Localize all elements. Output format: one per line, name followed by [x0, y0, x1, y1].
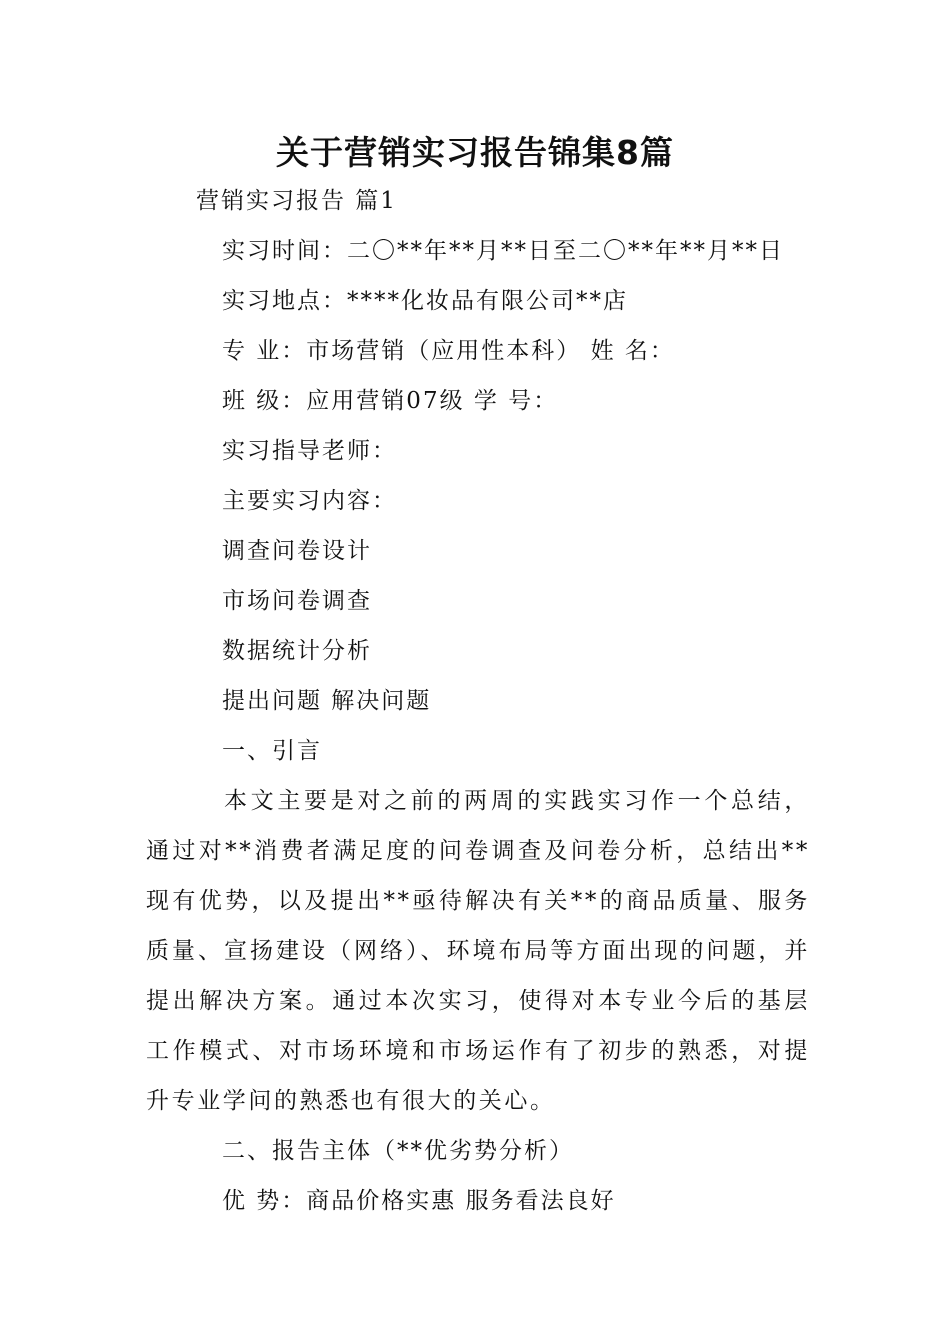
- main-content-heading: 主要实习内容：: [222, 488, 397, 514]
- content-item: 数据统计分析: [222, 638, 372, 664]
- internship-location: 实习地点：****化妆品有限公司**店: [222, 288, 628, 314]
- report-subtitle: 营销实习报告 篇1: [196, 188, 397, 214]
- section-heading-main: 二、报告主体（**优劣势分析）: [222, 1138, 574, 1164]
- class-and-id: 班 级：应用营销07级 学 号：: [222, 388, 559, 414]
- advantages-line: 优 势：商品价格实惠 服务看法良好: [222, 1188, 616, 1214]
- supervisor: 实习指导老师：: [222, 438, 397, 464]
- internship-time: 实习时间：二〇**年**月**日至二〇**年**月**日: [222, 238, 784, 264]
- content-item: 提出问题 解决问题: [222, 688, 432, 714]
- section-heading-intro: 一、引言: [222, 738, 322, 764]
- content-item: 市场问卷调查: [222, 588, 372, 614]
- intro-paragraph: 本文主要是对之前的两周的实践实习作一个总结，通过对**消费者满足度的问卷调查及问卷分析，总结出**现有优势，以及提出**亟待解决有关**的商品质量、服务质量、宣扬建设（网络）、环境布局等方面出现的问题，并提出解决方案。通过本次实习，使得对本专业今后的基层工作模式、对市场环境和市场运作有了初步的熟悉，对提升专业学问的熟悉也有很大的关心。: [146, 788, 810, 1114]
- content-item: 调查问卷设计: [222, 538, 372, 564]
- major-and-name: 专 业：市场营销（应用性本科） 姓 名：: [222, 338, 675, 364]
- document-title: 关于营销实习报告锦集8篇: [276, 133, 674, 172]
